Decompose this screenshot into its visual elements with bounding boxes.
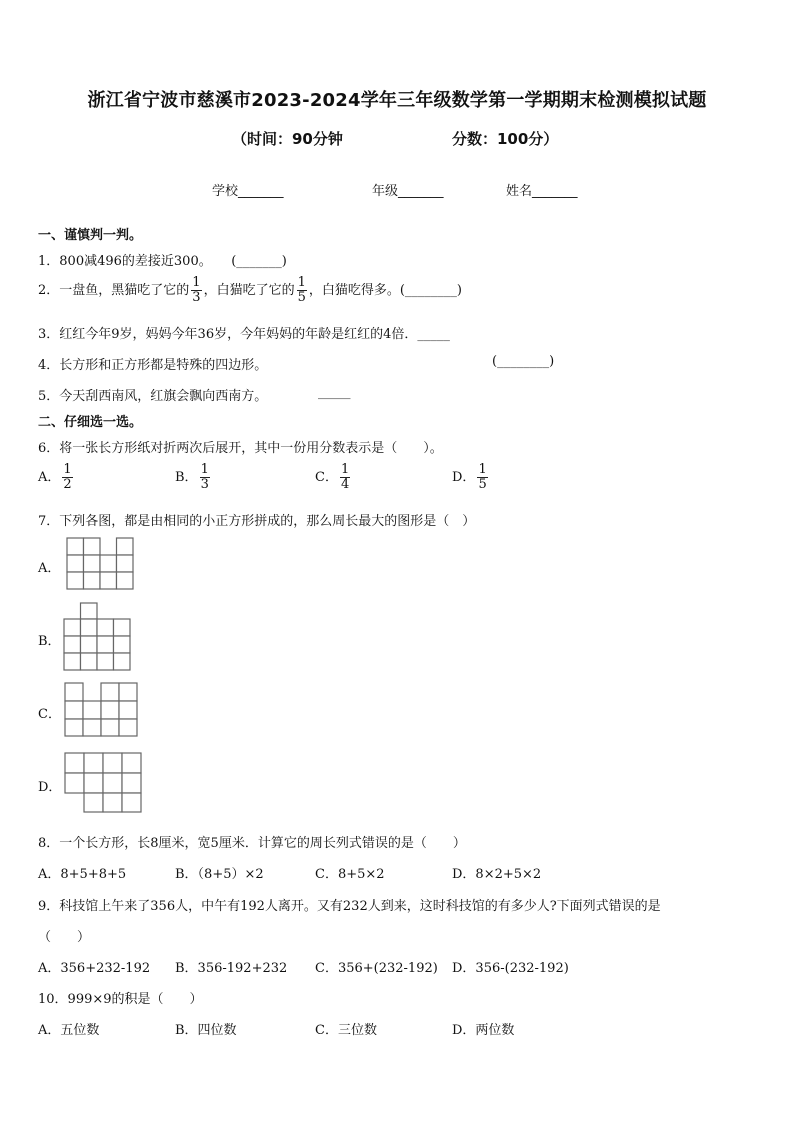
question-3: 3．红红今年9岁，妈妈今年36岁，今年妈妈的年龄是红红的4倍．_____ [38,327,450,342]
q7-figure-b [63,602,135,676]
grade-field: 年级_______ [372,184,444,199]
q10-option-c: C．三位数 [315,1023,377,1038]
q9-option-d: D．356-(232-192) [452,961,569,976]
q6-option-c: C． $\frac{1}{4}$ [315,462,350,492]
question-9-blank: （ ） [38,930,91,945]
question-1: 1．800减496的差接近300。 (_______) [38,254,287,269]
question-2 [38,276,462,305]
q2-text-c: ，白猫吃得多。(________) [308,283,463,298]
q8-option-d: D．8×2+5×2 [452,867,542,882]
fraction-one-fifth: $\frac{1}{5}$ [297,275,306,305]
question-5-blank: _____ [318,385,351,400]
q9-option-c: C．356+(232-192) [315,961,438,976]
name-field: 姓名_______ [506,184,578,199]
exam-title: 浙江省宁波市慈溪市2023-2024学年三年级数学第一学期期末检测模拟试题 [87,90,707,111]
q10-option-b: B．四位数 [175,1023,237,1038]
question-4-blank: (________) [492,354,555,369]
q2-text-b: ，白猫吃了它的 [203,283,295,298]
q9-option-a: A．356+232-192 [38,961,151,976]
q8-option-a: A．8+5+8+5 [38,867,127,882]
fraction-one-third: $\frac{1}{3}$ [192,275,201,305]
section-2-heading: 二、仔细选一选。 [38,415,143,430]
exam-score: 分数：100分） [452,130,559,148]
q8-option-c: C．8+5×2 [315,867,385,882]
q6-option-b: B． $\frac{1}{3}$ [175,462,209,492]
section-1-heading: 一、谨慎判一判。 [38,228,143,243]
exam-time: （时间：90分钟 [232,130,343,148]
question-6: 6．将一张长方形纸对折两次后展开，其中一份用分数表示是（ ）。 [38,441,443,456]
q7-label-b: B． [38,634,61,649]
q8-option-b: B．（8+5）×2 [175,867,264,882]
q2-text-a: 2．一盘鱼，黑猫吃了它的 [38,283,190,298]
q7-figure-d [64,752,142,818]
q7-label-a: A． [38,561,61,576]
q7-figure-c [64,682,140,742]
q6-option-d: D． $\frac{1}{5}$ [452,462,487,492]
q9-option-b: B．356-192+232 [175,961,288,976]
q7-label-d: D． [38,780,62,795]
q7-label-c: C． [38,707,61,722]
question-10: 10．999×9的积是（ ） [38,992,203,1007]
school-field: 学校_______ [212,184,284,199]
q6-option-a: A． $\frac{1}{2}$ [38,462,72,492]
q10-option-d: D．两位数 [452,1023,515,1038]
question-7: 7．下列各图，都是由相同的小正方形拼成的，那么周长最大的图形是（ ） [38,514,476,529]
question-5: 5．今天刮西南风，红旗会飘向西南方。 [38,389,268,404]
q10-option-a: A．五位数 [38,1023,100,1038]
question-4: 4．长方形和正方形都是特殊的四边形。 [38,358,268,373]
q7-figure-a [66,537,136,595]
question-8: 8．一个长方形，长8厘米，宽5厘米．计算它的周长列式错误的是（ ） [38,836,466,851]
question-9: 9．科技馆上午来了356人，中午有192人离开。又有232人到来，这时科技馆的有多少人?下面列式错误的是 [38,899,661,914]
